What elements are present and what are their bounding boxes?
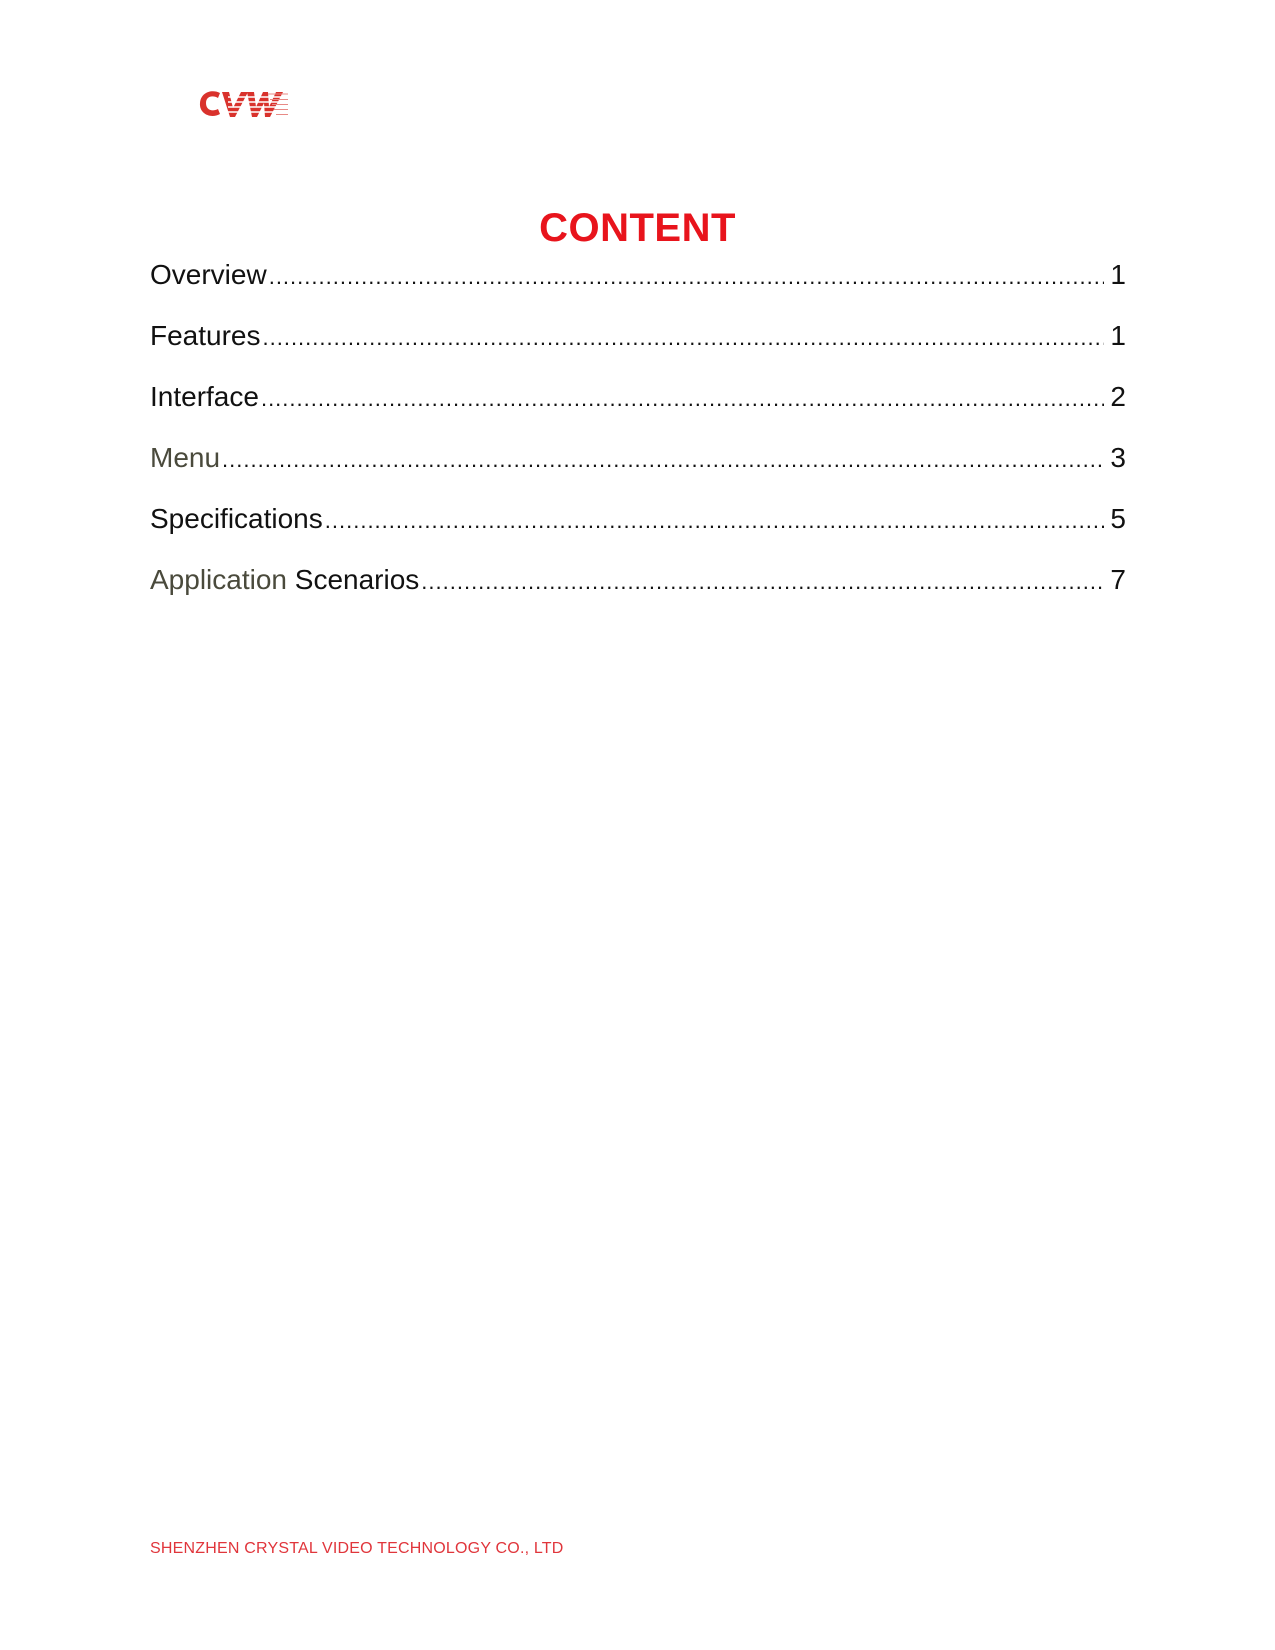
table-of-contents — [150, 259, 1126, 625]
toc-leader-dots — [222, 447, 1104, 473]
toc-label: Overview — [150, 259, 267, 290]
toc-leader-dots — [325, 508, 1104, 534]
company-logo-icon — [198, 86, 288, 122]
toc-page-number: 3 — [1110, 442, 1126, 473]
toc-entry-menu[interactable] — [150, 442, 1126, 503]
toc-page-number: 5 — [1110, 503, 1126, 534]
toc-entry-application-scenarios[interactable] — [150, 564, 1126, 625]
toc-label: Interface — [150, 381, 259, 412]
footer-company-name: SHENZHEN CRYSTAL VIDEO TECHNOLOGY CO., LTD — [150, 1540, 564, 1557]
toc-label: Menu — [150, 442, 221, 473]
toc-label: Specifications — [150, 503, 323, 534]
page-title: CONTENT — [539, 206, 736, 250]
toc-page-number: 7 — [1110, 564, 1126, 595]
toc-label-rest-part: Scenarios — [294, 564, 420, 595]
toc-label: Features — [150, 320, 261, 351]
toc-entry-overview[interactable] — [150, 259, 1126, 320]
toc-entry-interface[interactable] — [150, 381, 1126, 442]
toc-entry-specifications[interactable] — [150, 503, 1126, 564]
toc-page-number: 1 — [1110, 320, 1126, 351]
toc-entry-features[interactable] — [150, 320, 1126, 381]
toc-leader-dots — [263, 325, 1105, 351]
toc-leader-dots — [261, 386, 1104, 412]
toc-page-number: 2 — [1110, 381, 1126, 412]
toc-leader-dots — [421, 569, 1104, 595]
toc-page-number: 1 — [1110, 259, 1126, 290]
toc-label-muted-part: Application — [150, 564, 287, 595]
toc-label — [150, 564, 419, 596]
toc-leader-dots — [269, 264, 1104, 290]
